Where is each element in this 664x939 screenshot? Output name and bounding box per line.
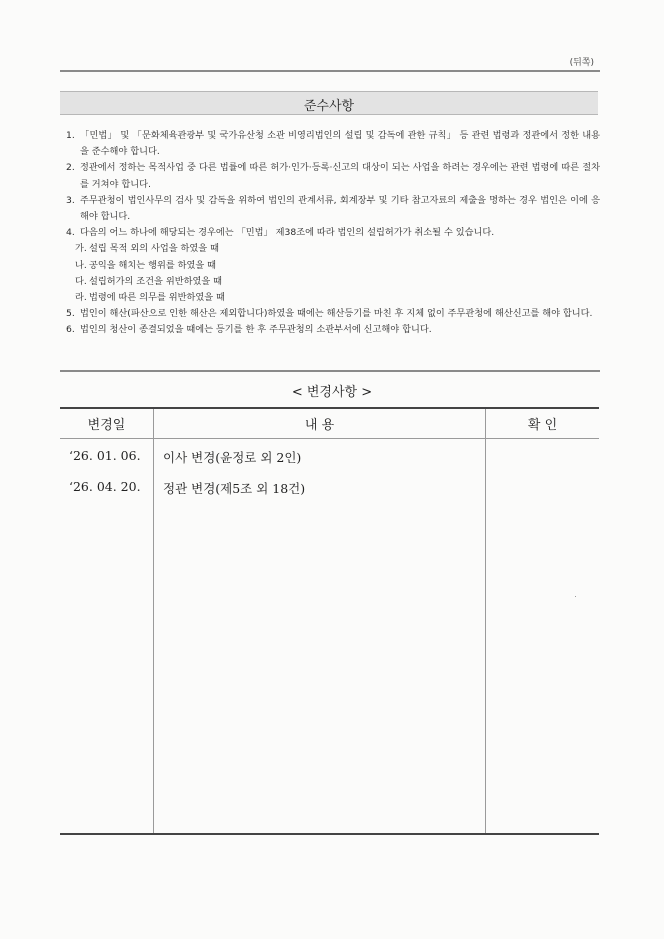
column-divider-2 (485, 409, 486, 833)
item-text: 설립 목적 외의 사업을 하였을 때 (89, 243, 219, 255)
item-text: 법인의 청산이 종결되었을 때에는 등기를 한 후 주무관청의 소관부서에 신고해야 합니다. (80, 324, 432, 336)
changes-title: < 변경사항 > (291, 385, 373, 400)
change-content-1: 이사 변경(윤정로 외 2인) (163, 450, 302, 465)
page-side-label: (뒤쪽) (569, 58, 594, 68)
middle-divider (60, 370, 600, 372)
item-number: 2. (66, 162, 75, 174)
item-number: 5. (66, 308, 75, 320)
scan-speck (575, 596, 576, 597)
item-text: 공익을 해치는 행위를 하였을 때 (89, 259, 217, 271)
item-number: 라. (75, 292, 87, 304)
item-text: 법령에 따른 의무를 위반하였을 때 (89, 292, 225, 304)
header-divider (60, 438, 599, 439)
item-text: 주무관청이 법인사무의 검사 및 감독을 위하여 법인의 관계서류, 회계장부 및 기타 참고자료의 제출을 명하는 경우 법인은 이에 응해야 합니다. (80, 194, 600, 223)
compliance-subitem-da (66, 274, 600, 290)
compliance-subitem-ga (66, 241, 600, 257)
top-divider (60, 70, 600, 72)
item-text: 「민법」 및 「문화체육관광부 및 국가유산청 소관 비영리법인의 설립 및 감독에 관한 규칙」 등 관련 법령과 정관에서 정한 내용을 준수해야 합니다. (80, 130, 600, 158)
item-number: 가. (75, 243, 87, 255)
item-text: 설립허가의 조건을 위반하였을 때 (89, 275, 223, 287)
compliance-item-6 (66, 322, 600, 338)
compliance-item-2 (66, 160, 600, 192)
item-number: 6. (66, 324, 75, 336)
item-number: 4. (66, 227, 75, 239)
change-date-2: ‘26. 04. 20. (69, 479, 141, 494)
compliance-item-5 (66, 306, 600, 322)
item-text: 정관에서 정하는 목적사업 중 다른 법률에 따른 허가·인가·등록·신고의 대상이 되는 사업을 하려는 경우에는 관련 법령에 따른 절차를 거쳐야 합니다. (80, 162, 600, 190)
change-date-1: ‘26. 01. 06. (69, 448, 141, 463)
compliance-item-3 (66, 193, 600, 225)
column-header-content: 내 용 (304, 418, 335, 433)
column-header-date: 변경일 (87, 418, 126, 433)
compliance-subitem-ra (66, 290, 600, 306)
changes-table (60, 407, 599, 835)
compliance-item-4 (66, 225, 600, 241)
item-number: 3. (66, 194, 75, 206)
change-content-2: 정관 변경(제5조 외 18건) (163, 481, 306, 496)
item-number: 다. (75, 275, 87, 287)
compliance-title: 준수사항 (303, 99, 355, 114)
item-number: 1. (66, 130, 75, 141)
compliance-item-1 (66, 128, 600, 160)
item-text: 다음의 어느 하나에 해당되는 경우에는 「민법」 제38조에 따라 법인의 설립허가가 취소될 수 있습니다. (80, 227, 495, 239)
column-divider-1 (153, 409, 154, 833)
item-text: 법인이 해산(파산으로 인한 해산은 제외합니다)하였을 때에는 해산등기를 마친 후 지체 없이 주무관청에 해산신고를 해야 합니다. (80, 308, 593, 320)
compliance-header-bar (60, 91, 598, 115)
compliance-list (66, 128, 600, 339)
column-header-confirm: 확 인 (527, 418, 558, 433)
compliance-subitem-na (66, 258, 600, 274)
item-number: 나. (75, 259, 87, 271)
